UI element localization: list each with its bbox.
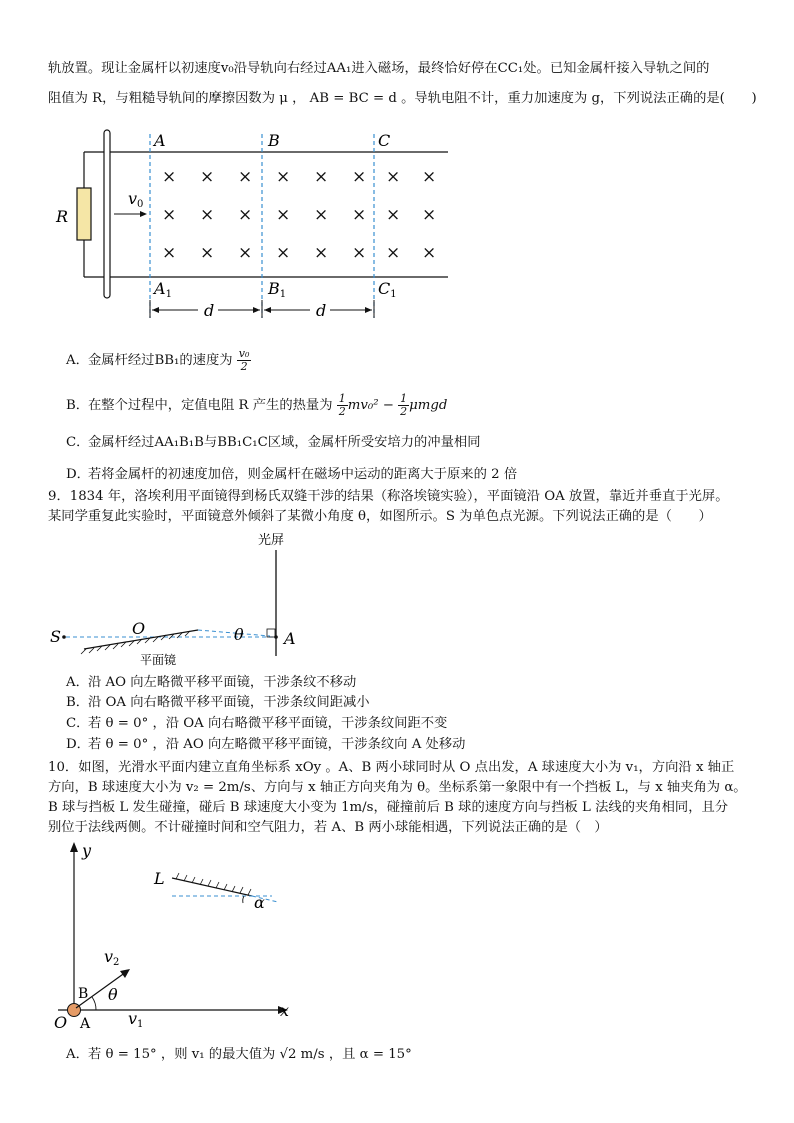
q8-option-b-mid: mv₀² − bbox=[347, 398, 394, 413]
q10-option-a-label: A． bbox=[66, 1047, 89, 1062]
q9-lloyd-mirror-diagram bbox=[48, 530, 308, 670]
q8-cross: × bbox=[352, 167, 367, 187]
q8-option-d-label: D． bbox=[66, 467, 90, 482]
q8-cross: × bbox=[422, 243, 437, 263]
q10-stem-line3: B 球与挡板 L 发生碰撞，碰后 B 球速度大小变为 1m/s，碰撞前后 B 球的速度方向与挡板 L 法线的夹角相同，且分 bbox=[48, 800, 729, 815]
q10-label-A: A bbox=[80, 1016, 91, 1032]
q8-option-a-frac-num: v₀ bbox=[238, 347, 250, 360]
q10-label-theta: θ bbox=[108, 985, 118, 1004]
q9-option-a-text: 沿 AO 向左略微平移平面镜，干涉条纹不移动 bbox=[88, 675, 357, 690]
q9-option-c-label: C． bbox=[66, 716, 90, 731]
q8-cross: × bbox=[276, 167, 291, 187]
q8-option-c-text: 金属杆经过AA₁B₁B与BB₁C₁C区域，金属杆所受安培力的冲量相同 bbox=[88, 435, 481, 450]
q10-label-alpha: α bbox=[254, 893, 265, 912]
q8-option-b-frac2-num: 1 bbox=[400, 392, 408, 405]
q8-cross: × bbox=[238, 205, 253, 225]
q8-option-a-frac-den: 2 bbox=[240, 360, 248, 373]
q10-stem-line2: 方向，B 球速度大小为 v₂ = 2m/s、方向与 x 轴正方向夹角为 θ。坐标系第一象限中有一个挡板 L，与 x 轴夹角为 α。 bbox=[48, 780, 747, 795]
q8-cross: × bbox=[314, 205, 329, 225]
q9-option-a-label: A． bbox=[66, 675, 89, 690]
q10-label-x: x bbox=[280, 1001, 290, 1020]
q8-resistor-label: R bbox=[56, 207, 69, 226]
q10-v2-arrowhead bbox=[120, 969, 130, 978]
q9-source-point bbox=[62, 635, 66, 639]
q8-option-b-end: μmgd bbox=[409, 398, 448, 413]
q8-stem-line2: 阻值为 R，与粗糙导轨间的摩擦因数为 μ ， AB = BC = d 。导轨电阻不计，重力加速度为 g，下列说法正确的是( ) bbox=[48, 91, 757, 106]
q8-dim-arrowhead bbox=[152, 307, 159, 313]
q9-option-d-text: 若 θ = 0° ，沿 AO 向左略微平移平面镜，干涉条纹向 A 处移动 bbox=[88, 737, 466, 752]
q8-option-b-frac2 bbox=[398, 393, 409, 418]
q8-dim-arrowhead bbox=[365, 307, 372, 313]
q8-v0-arrowhead bbox=[140, 211, 147, 217]
q9-option-d bbox=[66, 736, 465, 754]
q9-option-a bbox=[66, 674, 356, 692]
q8-option-a-label: A． bbox=[66, 353, 89, 368]
q8-option-b-frac2-den: 2 bbox=[400, 405, 408, 418]
q9-option-c bbox=[66, 715, 447, 733]
q10-label-v1: v1 bbox=[128, 1009, 144, 1030]
q10-label-y: y bbox=[82, 841, 92, 860]
q9-label-S: S bbox=[50, 627, 61, 646]
q8-cross: × bbox=[422, 205, 437, 225]
q8-cross: × bbox=[162, 205, 177, 225]
q10-label-O: O bbox=[54, 1013, 68, 1032]
q8-v0-label: v0 bbox=[128, 189, 144, 210]
q8-cross: × bbox=[386, 243, 401, 263]
q8-label-A: A bbox=[154, 131, 166, 150]
q8-cross: × bbox=[162, 167, 177, 187]
q9-option-b bbox=[66, 694, 370, 712]
q10-label-L: L bbox=[154, 869, 165, 888]
q10-stem-line1: 10．如图，光滑水平面内建立直角坐标系 xOy 。A、B 两小球同时从 O 点出发，A 球速度大小为 v₁，方向沿 x 轴正 bbox=[48, 760, 735, 775]
q8-option-d bbox=[66, 466, 517, 484]
q8-dim-arrowhead bbox=[264, 307, 271, 313]
q8-cross: × bbox=[200, 167, 215, 187]
q9-mirror-label: 平面镜 bbox=[140, 653, 177, 667]
q8-cross: × bbox=[200, 243, 215, 263]
q8-cross: × bbox=[386, 205, 401, 225]
q10-label-B: B bbox=[78, 986, 89, 1002]
q8-label-A1: A1 bbox=[154, 279, 172, 300]
q10-y-arrowhead bbox=[70, 842, 78, 852]
q10-plate-hatch bbox=[176, 873, 251, 895]
q9-stem-line2: 某同学重复此实验时，平面镜意外倾斜了某微小角度 θ，如图所示。S 为单色点光源。下列说法正确的是（ ） bbox=[48, 509, 712, 524]
q10-option-a bbox=[66, 1046, 412, 1064]
q8-option-a-text: 金属杆经过BB₁的速度为 bbox=[88, 353, 233, 368]
q8-cross: × bbox=[200, 205, 215, 225]
q9-option-b-text: 沿 OA 向右略微平移平面镜，干涉条纹间距减小 bbox=[88, 695, 370, 710]
q8-cross: × bbox=[314, 243, 329, 263]
q10-label-v2: v2 bbox=[104, 947, 120, 968]
q10-option-a-text: 若 θ = 15° ，则 v₁ 的最大值为 √2 m/s ，且 α = 15° bbox=[88, 1047, 412, 1062]
q9-option-d-label: D． bbox=[66, 737, 90, 752]
q8-cross: × bbox=[162, 243, 177, 263]
q8-option-b-frac1-num: 1 bbox=[338, 392, 346, 405]
q8-resistor bbox=[77, 188, 91, 240]
q8-option-b-text: 在整个过程中，定值电阻 R 产生的热量为 bbox=[88, 398, 333, 413]
q8-cross: × bbox=[352, 205, 367, 225]
q9-label-A: A bbox=[284, 629, 296, 648]
q9-option-b-label: B． bbox=[66, 695, 90, 710]
q9-option-c-text: 若 θ = 0° ，沿 OA 向右略微平移平面镜，干涉条纹间距不变 bbox=[88, 716, 448, 731]
q8-option-d-text: 若将金属杆的初速度加倍，则金属杆在磁场中运动的距离大于原来的 2 倍 bbox=[88, 467, 518, 482]
q8-option-a bbox=[66, 348, 251, 373]
q9-stem-line1: 9．1834 年，洛埃利用平面镜得到杨氏双缝干涉的结果（称洛埃镜实验），平面镜沿 OA 放置，靠近并垂直于光屏。 bbox=[48, 489, 729, 504]
q8-cross: × bbox=[276, 243, 291, 263]
q8-dim-d-left: d bbox=[204, 301, 215, 320]
q8-option-c-label: C． bbox=[66, 435, 90, 450]
q8-option-b-label: B． bbox=[66, 398, 90, 413]
q8-option-b-frac1-den: 2 bbox=[338, 405, 346, 418]
q8-cross: × bbox=[238, 243, 253, 263]
q8-dim-arrowhead bbox=[253, 307, 260, 313]
q9-label-O: O bbox=[132, 619, 146, 638]
q8-option-b-frac1 bbox=[337, 393, 348, 418]
q8-option-b bbox=[66, 393, 447, 418]
q8-label-C1: C1 bbox=[378, 279, 397, 300]
q8-cross: × bbox=[314, 167, 329, 187]
q8-metal-rod bbox=[104, 130, 110, 298]
q8-cross: × bbox=[238, 167, 253, 187]
q9-screen-label: 光屏 bbox=[258, 533, 285, 548]
q8-label-B1: B1 bbox=[268, 279, 287, 300]
q9-point-A bbox=[274, 635, 278, 639]
q8-cross: × bbox=[276, 205, 291, 225]
q8-label-C: C bbox=[378, 131, 391, 150]
q8-dim-d-right: d bbox=[316, 301, 327, 320]
q10-coordinate-diagram bbox=[48, 840, 298, 1040]
q8-option-c bbox=[66, 434, 481, 452]
q8-rail-magnet-diagram bbox=[48, 122, 468, 332]
q10-theta-arc bbox=[92, 997, 96, 1010]
q10-alpha-arc bbox=[243, 896, 244, 903]
q8-cross: × bbox=[352, 243, 367, 263]
q8-magnetic-field-crosses bbox=[162, 167, 436, 263]
q8-stem-line1: 轨放置。现让金属杆以初速度v₀沿导轨向右经过AA₁进入磁场，最终恰好停在CC₁处。已知金属杆接入导轨之间的 bbox=[48, 61, 710, 76]
q8-label-B: B bbox=[268, 131, 280, 150]
q8-option-a-fraction bbox=[237, 348, 252, 373]
q8-cross: × bbox=[386, 167, 401, 187]
q9-label-theta: θ bbox=[234, 625, 244, 644]
q10-stem-line4: 别位于法线两侧。不计碰撞时间和空气阻力，若 A、B 两小球能相遇，下列说法正确的是（ ） bbox=[48, 820, 608, 835]
q8-cross: × bbox=[422, 167, 437, 187]
